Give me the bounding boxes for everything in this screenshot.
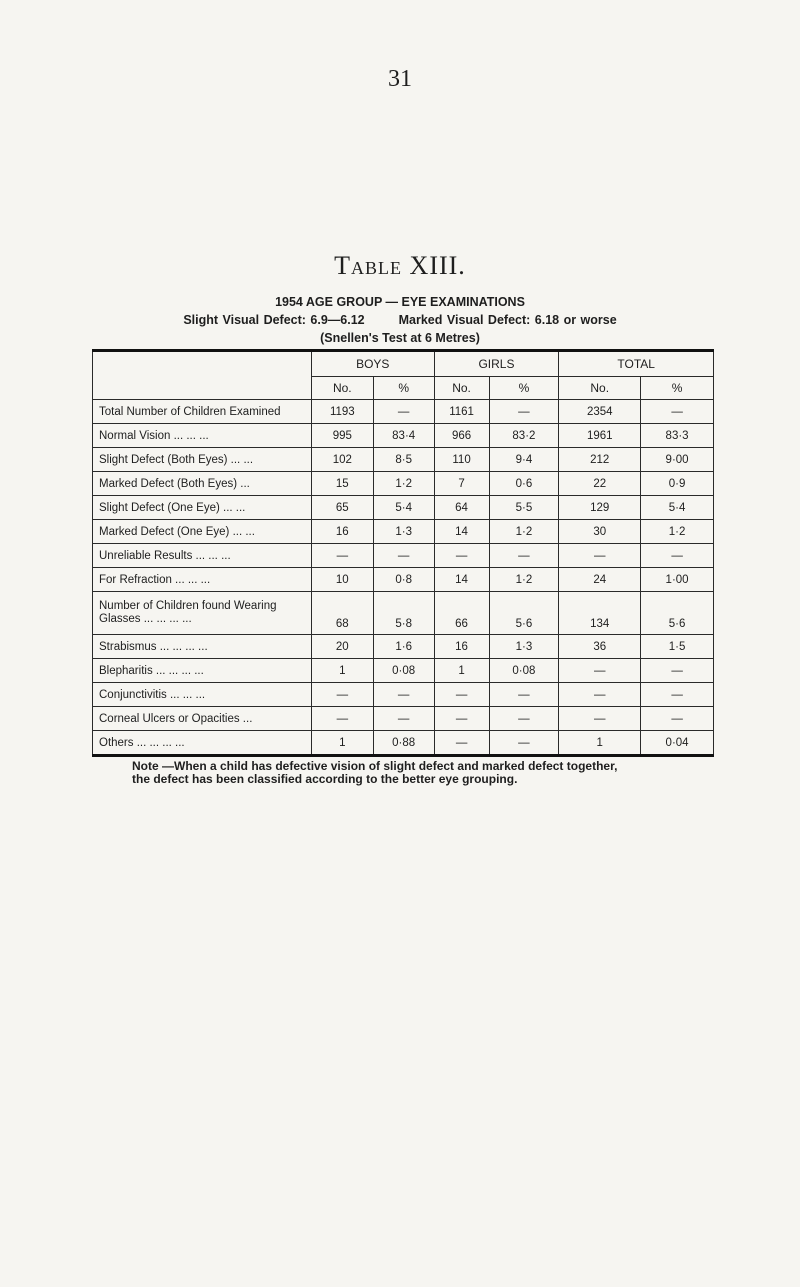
footnote-line-1: Note —When a child has defective vision of slight defect and marked defect together, — [132, 759, 618, 773]
boys-percent-cell: 0·08 — [373, 659, 434, 683]
girls-percent-cell: — — [489, 707, 559, 731]
row-label: Normal Vision ... ... ... — [93, 424, 312, 448]
total-percent-cell: 0·9 — [641, 472, 714, 496]
girls-no-cell: — — [434, 683, 489, 707]
girls-no-cell: 16 — [434, 635, 489, 659]
girls-no-cell: 14 — [434, 568, 489, 592]
girls-percent-cell: 0·6 — [489, 472, 559, 496]
girls-percent-cell: 5·5 — [489, 496, 559, 520]
total-percent-cell: — — [641, 544, 714, 568]
boys-no-cell: — — [311, 707, 373, 731]
table-row — [93, 496, 714, 520]
boys-no-cell: 10 — [311, 568, 373, 592]
table-row — [93, 400, 714, 424]
boys-no-cell: 1193 — [311, 400, 373, 424]
girls-percent-cell: 1·2 — [489, 568, 559, 592]
boys-no-cell: — — [311, 544, 373, 568]
boys-header: BOYS — [311, 351, 434, 377]
boys-percent-cell: — — [373, 707, 434, 731]
total-no-cell: 36 — [559, 635, 641, 659]
row-label: Slight Defect (Both Eyes) ... ... — [93, 448, 312, 472]
boys-percent-cell: 5·4 — [373, 496, 434, 520]
girls-no-cell: 64 — [434, 496, 489, 520]
row-label: For Refraction ... ... ... — [93, 568, 312, 592]
boys-no-cell: 1 — [311, 731, 373, 756]
eye-examination-table — [92, 349, 714, 757]
boys-percent-cell: 5·8 — [373, 592, 434, 635]
boys-no-cell: — — [311, 683, 373, 707]
boys-no-cell: 68 — [311, 592, 373, 635]
table-row — [93, 731, 714, 756]
total-percent-cell: 83·3 — [641, 424, 714, 448]
total-percent-cell: 9·00 — [641, 448, 714, 472]
row-label: Conjunctivitis ... ... ... — [93, 683, 312, 707]
total-no-cell: 134 — [559, 592, 641, 635]
table-row — [93, 592, 714, 635]
table-body — [93, 400, 714, 756]
girls-percent-cell: 0·08 — [489, 659, 559, 683]
total-no-cell: — — [559, 544, 641, 568]
defect-definitions — [0, 313, 800, 327]
marked-defect-definition: Marked Visual Defect: 6.18 or worse — [398, 313, 617, 327]
boys-percent-cell: — — [373, 400, 434, 424]
girls-percent-cell: 5·6 — [489, 592, 559, 635]
boys-percent-cell: — — [373, 683, 434, 707]
total-no-cell: 129 — [559, 496, 641, 520]
row-label: Strabismus ... ... ... ... — [93, 635, 312, 659]
boys-no-cell: 15 — [311, 472, 373, 496]
table-row — [93, 635, 714, 659]
girls-percent-cell: — — [489, 400, 559, 424]
total-no-header: No. — [559, 377, 641, 400]
boys-percent-cell: 1·6 — [373, 635, 434, 659]
row-label: Unreliable Results ... ... ... — [93, 544, 312, 568]
total-no-cell: 1961 — [559, 424, 641, 448]
row-label: Total Number of Children Examined — [93, 400, 312, 424]
table-subtitle: 1954 AGE GROUP — EYE EXAMINATIONS — [275, 295, 525, 309]
row-label: Blepharitis ... ... ... ... — [93, 659, 312, 683]
page-number: 31 — [388, 66, 412, 92]
total-no-cell: — — [559, 659, 641, 683]
total-header: TOTAL — [559, 351, 714, 377]
boys-percent-cell: 1·2 — [373, 472, 434, 496]
girls-no-cell: 1 — [434, 659, 489, 683]
girls-percent-cell: — — [489, 544, 559, 568]
girls-percent-cell: — — [489, 683, 559, 707]
total-percent-cell: 1·2 — [641, 520, 714, 544]
total-no-cell: — — [559, 707, 641, 731]
total-no-cell: 212 — [559, 448, 641, 472]
girls-no-cell: — — [434, 544, 489, 568]
table-row — [93, 448, 714, 472]
total-percent-cell: — — [641, 400, 714, 424]
boys-percent-cell: 0·8 — [373, 568, 434, 592]
row-label: Marked Defect (Both Eyes) ... — [93, 472, 312, 496]
total-percent-header: % — [641, 377, 714, 400]
boys-no-cell: 16 — [311, 520, 373, 544]
total-no-cell: 1 — [559, 731, 641, 756]
row-label: Others ... ... ... ... — [93, 731, 312, 756]
table-row — [93, 544, 714, 568]
row-label: Number of Children found Wearing Glasses ... ... ... ... — [93, 592, 312, 635]
girls-no-cell: 966 — [434, 424, 489, 448]
row-label: Slight Defect (One Eye) ... ... — [93, 496, 312, 520]
total-percent-cell: 1·00 — [641, 568, 714, 592]
row-label-header — [93, 351, 312, 400]
total-percent-cell: 5·6 — [641, 592, 714, 635]
total-percent-cell: 5·4 — [641, 496, 714, 520]
girls-no-cell: 1161 — [434, 400, 489, 424]
girls-percent-cell: 83·2 — [489, 424, 559, 448]
boys-percent-cell: 1·3 — [373, 520, 434, 544]
total-percent-cell: — — [641, 707, 714, 731]
boys-no-header: No. — [311, 377, 373, 400]
total-percent-cell: — — [641, 659, 714, 683]
boys-percent-cell: 8·5 — [373, 448, 434, 472]
test-description: (Snellen's Test at 6 Metres) — [320, 331, 480, 345]
girls-percent-header: % — [489, 377, 559, 400]
boys-percent-cell: 0·88 — [373, 731, 434, 756]
girls-no-cell: — — [434, 731, 489, 756]
total-no-cell: — — [559, 683, 641, 707]
girls-no-cell: 110 — [434, 448, 489, 472]
footnote — [132, 760, 732, 786]
girls-no-cell: 14 — [434, 520, 489, 544]
girls-no-cell: — — [434, 707, 489, 731]
boys-percent-cell: — — [373, 544, 434, 568]
boys-no-cell: 1 — [311, 659, 373, 683]
girls-no-cell: 66 — [434, 592, 489, 635]
girls-no-header: No. — [434, 377, 489, 400]
table-row — [93, 707, 714, 731]
girls-percent-cell: — — [489, 731, 559, 756]
row-label: Corneal Ulcers or Opacities ... — [93, 707, 312, 731]
boys-no-cell: 102 — [311, 448, 373, 472]
table-row — [93, 472, 714, 496]
boys-percent-cell: 83·4 — [373, 424, 434, 448]
total-no-cell: 2354 — [559, 400, 641, 424]
table-row — [93, 659, 714, 683]
total-percent-cell: 0·04 — [641, 731, 714, 756]
girls-percent-cell: 1·2 — [489, 520, 559, 544]
total-no-cell: 24 — [559, 568, 641, 592]
row-label: Marked Defect (One Eye) ... ... — [93, 520, 312, 544]
boys-no-cell: 995 — [311, 424, 373, 448]
footnote-line-2: the defect has been classified according to the better eye grouping. — [132, 772, 518, 786]
girls-percent-cell: 9·4 — [489, 448, 559, 472]
total-no-cell: 30 — [559, 520, 641, 544]
boys-no-cell: 65 — [311, 496, 373, 520]
table-row — [93, 568, 714, 592]
table-title: Table XIII. — [334, 251, 466, 280]
total-percent-cell: 1·5 — [641, 635, 714, 659]
table-row — [93, 683, 714, 707]
total-percent-cell: — — [641, 683, 714, 707]
boys-percent-header: % — [373, 377, 434, 400]
table-row — [93, 424, 714, 448]
girls-header: GIRLS — [434, 351, 559, 377]
boys-no-cell: 20 — [311, 635, 373, 659]
table-row — [93, 520, 714, 544]
girls-no-cell: 7 — [434, 472, 489, 496]
girls-percent-cell: 1·3 — [489, 635, 559, 659]
total-no-cell: 22 — [559, 472, 641, 496]
slight-defect-definition: Slight Visual Defect: 6.9—6.12 — [183, 313, 365, 327]
